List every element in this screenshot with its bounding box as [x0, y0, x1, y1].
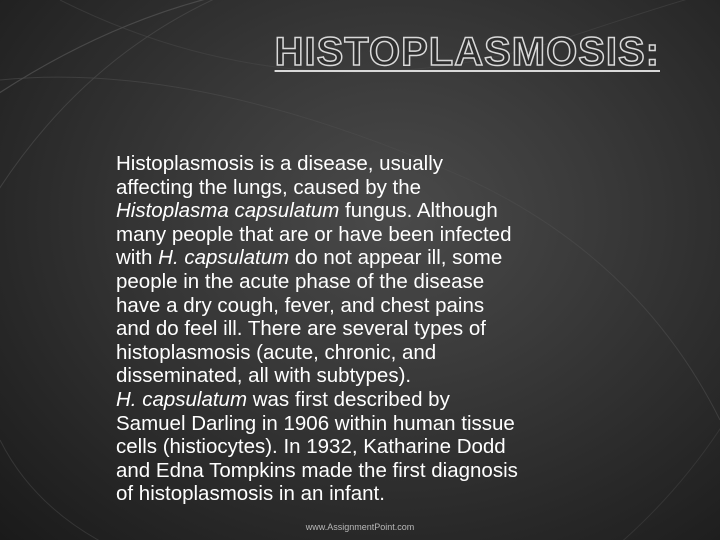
text-run: was first described by [247, 387, 450, 411]
footer-watermark: www.AssignmentPoint.com [305, 522, 415, 532]
text-run: and Edna Tompkins made the first diagnosis [116, 458, 518, 482]
paragraph-line [116, 317, 616, 341]
paragraph-line [116, 388, 616, 412]
paragraph-line [116, 364, 616, 388]
paragraph-line [116, 482, 616, 506]
text-run: have a dry cough, fever, and chest pains [116, 293, 485, 317]
species-name: H. capsulatum [158, 246, 290, 270]
paragraph-line [116, 199, 616, 223]
text-run: fungus. Although [339, 199, 498, 223]
paragraph-line [116, 435, 616, 459]
species-name: Histoplasma capsulatum [116, 199, 340, 223]
text-run: cells (histiocytes). In 1932, Katharine Dodd [116, 435, 506, 459]
species-name: H. capsulatum [116, 387, 248, 411]
text-run: histoplasmosis (acute, chronic, and [116, 340, 437, 364]
text-run: people in the acute phase of the disease [116, 269, 485, 293]
paragraph-line [116, 341, 616, 365]
paragraph-line [116, 459, 616, 483]
text-run: many people that are or have been infected [116, 222, 512, 246]
paragraph-line [116, 223, 616, 247]
paragraph-line [116, 412, 616, 436]
text-run: Samuel Darling in 1906 within human tissue [116, 411, 515, 435]
text-run: with [116, 246, 159, 270]
paragraph-line [116, 152, 616, 176]
text-run: Histoplasmosis is a disease, usually [116, 152, 443, 175]
text-run: disseminated, all with subtypes). [116, 364, 412, 388]
text-run: affecting the lungs, caused by the [116, 175, 422, 199]
paragraph-line [116, 294, 616, 318]
paragraph-line [116, 270, 616, 294]
paragraph-line [116, 176, 616, 200]
text-run: and do feel ill. There are several types of [116, 317, 486, 341]
paragraph-line [116, 246, 616, 270]
text-run: do not appear ill, some [289, 246, 503, 270]
slide-title: HISTOPLASMOSIS: [274, 30, 660, 74]
text-run: of histoplasmosis in an infant. [116, 482, 385, 506]
slide-body [116, 152, 616, 506]
